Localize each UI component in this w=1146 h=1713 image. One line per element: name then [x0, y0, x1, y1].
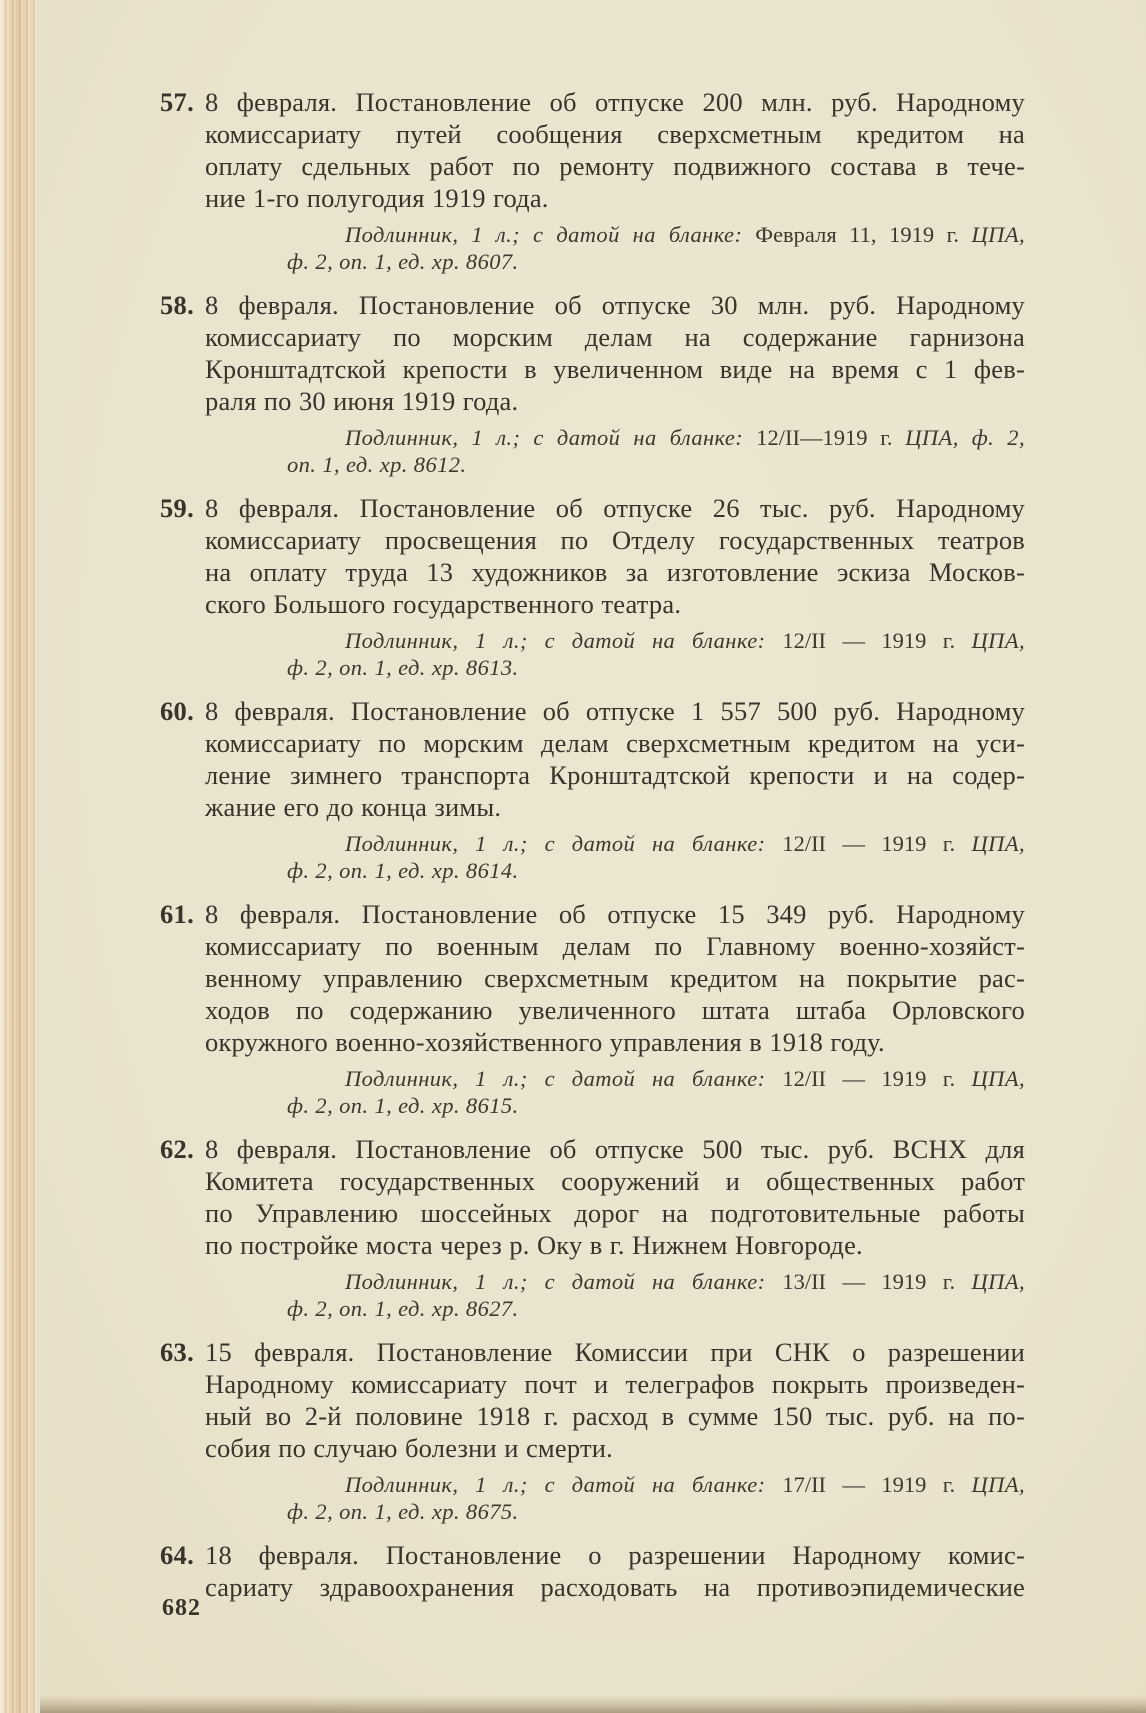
body-line: сариату здравоохранения расходовать на противоэпидемические — [205, 1572, 1025, 1602]
body-line: ный во 2-й половине 1918 г. расход в сумме 150 тыс. руб. на по- — [205, 1401, 1025, 1431]
entry-body — [205, 492, 1025, 620]
body-line: комиссариату путей сообщения сверхсметным кредитом на — [205, 119, 1025, 149]
source-citation — [287, 627, 1025, 681]
body-line: 8 февраля. Постановление об отпуске 500 тыс. руб. ВСНХ для — [205, 1134, 1025, 1164]
body-line: жание его до конца зимы. — [205, 792, 502, 822]
body-line: собия по случаю болезни и смерти. — [205, 1433, 613, 1463]
entry-number: 60. — [160, 696, 195, 726]
entry-number: 62. — [160, 1134, 195, 1164]
decree-entry — [160, 86, 1025, 275]
entry-number: 57. — [160, 87, 195, 117]
body-line: комиссариату по морским делам на содержание гарнизона — [205, 322, 1025, 352]
body-line: 8 февраля. Постановление об отпуске 15 349 руб. Народному — [205, 899, 1025, 929]
citation-line1: Подлинник, 1 л.; с датой на бланке: 17/II — 1919 г. ЦПА, — [345, 1472, 1025, 1497]
body-line: по постройке моста через р. Оку в г. Нижнем Новгороде. — [205, 1230, 863, 1260]
decree-entry — [160, 898, 1025, 1119]
decree-entry — [160, 289, 1025, 478]
decree-entry — [160, 492, 1025, 681]
body-line: на оплату труда 13 художников за изготовление эскиза Москов- — [205, 557, 1025, 587]
body-line: комиссариату просвещения по Отделу государственных театров — [205, 525, 1025, 555]
body-line: ление зимнего транспорта Кронштадтской крепости и на содер- — [205, 760, 1025, 790]
citation-line1: Подлинник, 1 л.; с датой на бланке: 12/II — 1919 г. ЦПА, — [345, 628, 1025, 653]
body-line: ние 1-го полугодия 1919 года. — [205, 183, 549, 213]
body-line: окружного военно-хозяйственного управления в 1918 году. — [205, 1027, 885, 1057]
entry-number: 63. — [160, 1337, 195, 1367]
body-line: Комитета государственных сооружений и общественных работ — [205, 1166, 1025, 1196]
decree-entry — [160, 1133, 1025, 1322]
source-citation — [287, 830, 1025, 884]
body-line: 8 февраля. Постановление об отпуске 1 557 500 руб. Народному — [205, 696, 1025, 726]
body-line: по Управлению шоссейных дорог на подготовительные работы — [205, 1198, 1025, 1228]
citation-line2: ф. 2, оп. 1, ед. хр. 8613. — [287, 655, 519, 680]
body-line: комиссариату по морским делам сверхсметным кредитом на уси- — [205, 728, 1025, 758]
body-line: оплату сдельных работ по ремонту подвижного состава в тече- — [205, 151, 1025, 181]
entry-number: 59. — [160, 493, 195, 523]
entry-body — [205, 1336, 1025, 1464]
decree-entry — [160, 1539, 1025, 1603]
entry-body — [205, 289, 1025, 417]
citation-line2: оп. 1, ед. хр. 8612. — [287, 452, 467, 477]
body-line: ходов по содержанию увеличенного штата штаба Орловского — [205, 995, 1025, 1025]
citation-line2: ф. 2, оп. 1, ед. хр. 8675. — [287, 1499, 519, 1524]
source-citation — [287, 424, 1025, 478]
citation-line1: Подлинник, 1 л.; с датой на бланке: 12/II — 1919 г. ЦПА, — [345, 831, 1025, 856]
book-gutter-edge — [0, 0, 40, 1713]
source-citation — [287, 221, 1025, 275]
body-line: 8 февраля. Постановление об отпуске 200 млн. руб. Народному — [205, 87, 1025, 117]
entry-number: 64. — [160, 1540, 195, 1570]
page-number: 682 — [162, 1595, 201, 1621]
body-line: Народному комиссариату почт и телеграфов покрыть произведен- — [205, 1369, 1025, 1399]
body-line: раля по 30 июня 1919 года. — [205, 386, 519, 416]
body-line: 8 февраля. Постановление об отпуске 26 тыс. руб. Народному — [205, 493, 1025, 523]
entry-number: 61. — [160, 899, 195, 929]
body-line: венному управлению сверхсметным кредитом на покрытие рас- — [205, 963, 1025, 993]
citation-line1: Подлинник, 1 л.; с датой на бланке: 12/II—1919 г. ЦПА, ф. 2, — [345, 425, 1025, 450]
decree-entry — [160, 695, 1025, 884]
body-line: Кронштадтской крепости в увеличенном виде на время с 1 фев- — [205, 354, 1025, 384]
source-citation — [287, 1268, 1025, 1322]
citation-line2: ф. 2, оп. 1, ед. хр. 8607. — [287, 249, 519, 274]
body-line: комиссариату по военным делам по Главному военно-хозяйст- — [205, 931, 1025, 961]
entry-body — [205, 86, 1025, 214]
source-citation — [287, 1471, 1025, 1525]
body-line: 8 февраля. Постановление об отпуске 30 млн. руб. Народному — [205, 290, 1025, 320]
citation-line1: Подлинник, 1 л.; с датой на бланке: 13/II — 1919 г. ЦПА, — [345, 1269, 1025, 1294]
entry-body — [205, 1539, 1025, 1603]
entry-body — [205, 898, 1025, 1058]
citation-line2: ф. 2, оп. 1, ед. хр. 8615. — [287, 1093, 519, 1118]
entry-number: 58. — [160, 290, 195, 320]
entry-body — [205, 1133, 1025, 1261]
entry-body — [205, 695, 1025, 823]
citation-line1: Подлинник, 1 л.; с датой на бланке: Февраля 11, 1919 г. ЦПА, — [345, 222, 1025, 247]
citation-line2: ф. 2, оп. 1, ед. хр. 8627. — [287, 1296, 519, 1321]
source-citation — [287, 1065, 1025, 1119]
citation-line1: Подлинник, 1 л.; с датой на бланке: 12/II — 1919 г. ЦПА, — [345, 1066, 1025, 1091]
decree-entry — [160, 1336, 1025, 1525]
body-line: ского Большого государственного театра. — [205, 589, 682, 619]
body-line: 18 февраля. Постановление о разрешении Народному комис- — [205, 1540, 1025, 1570]
body-line: 15 февраля. Постановление Комиссии при СНК о разрешении — [205, 1337, 1025, 1367]
citation-line2: ф. 2, оп. 1, ед. хр. 8614. — [287, 858, 519, 883]
